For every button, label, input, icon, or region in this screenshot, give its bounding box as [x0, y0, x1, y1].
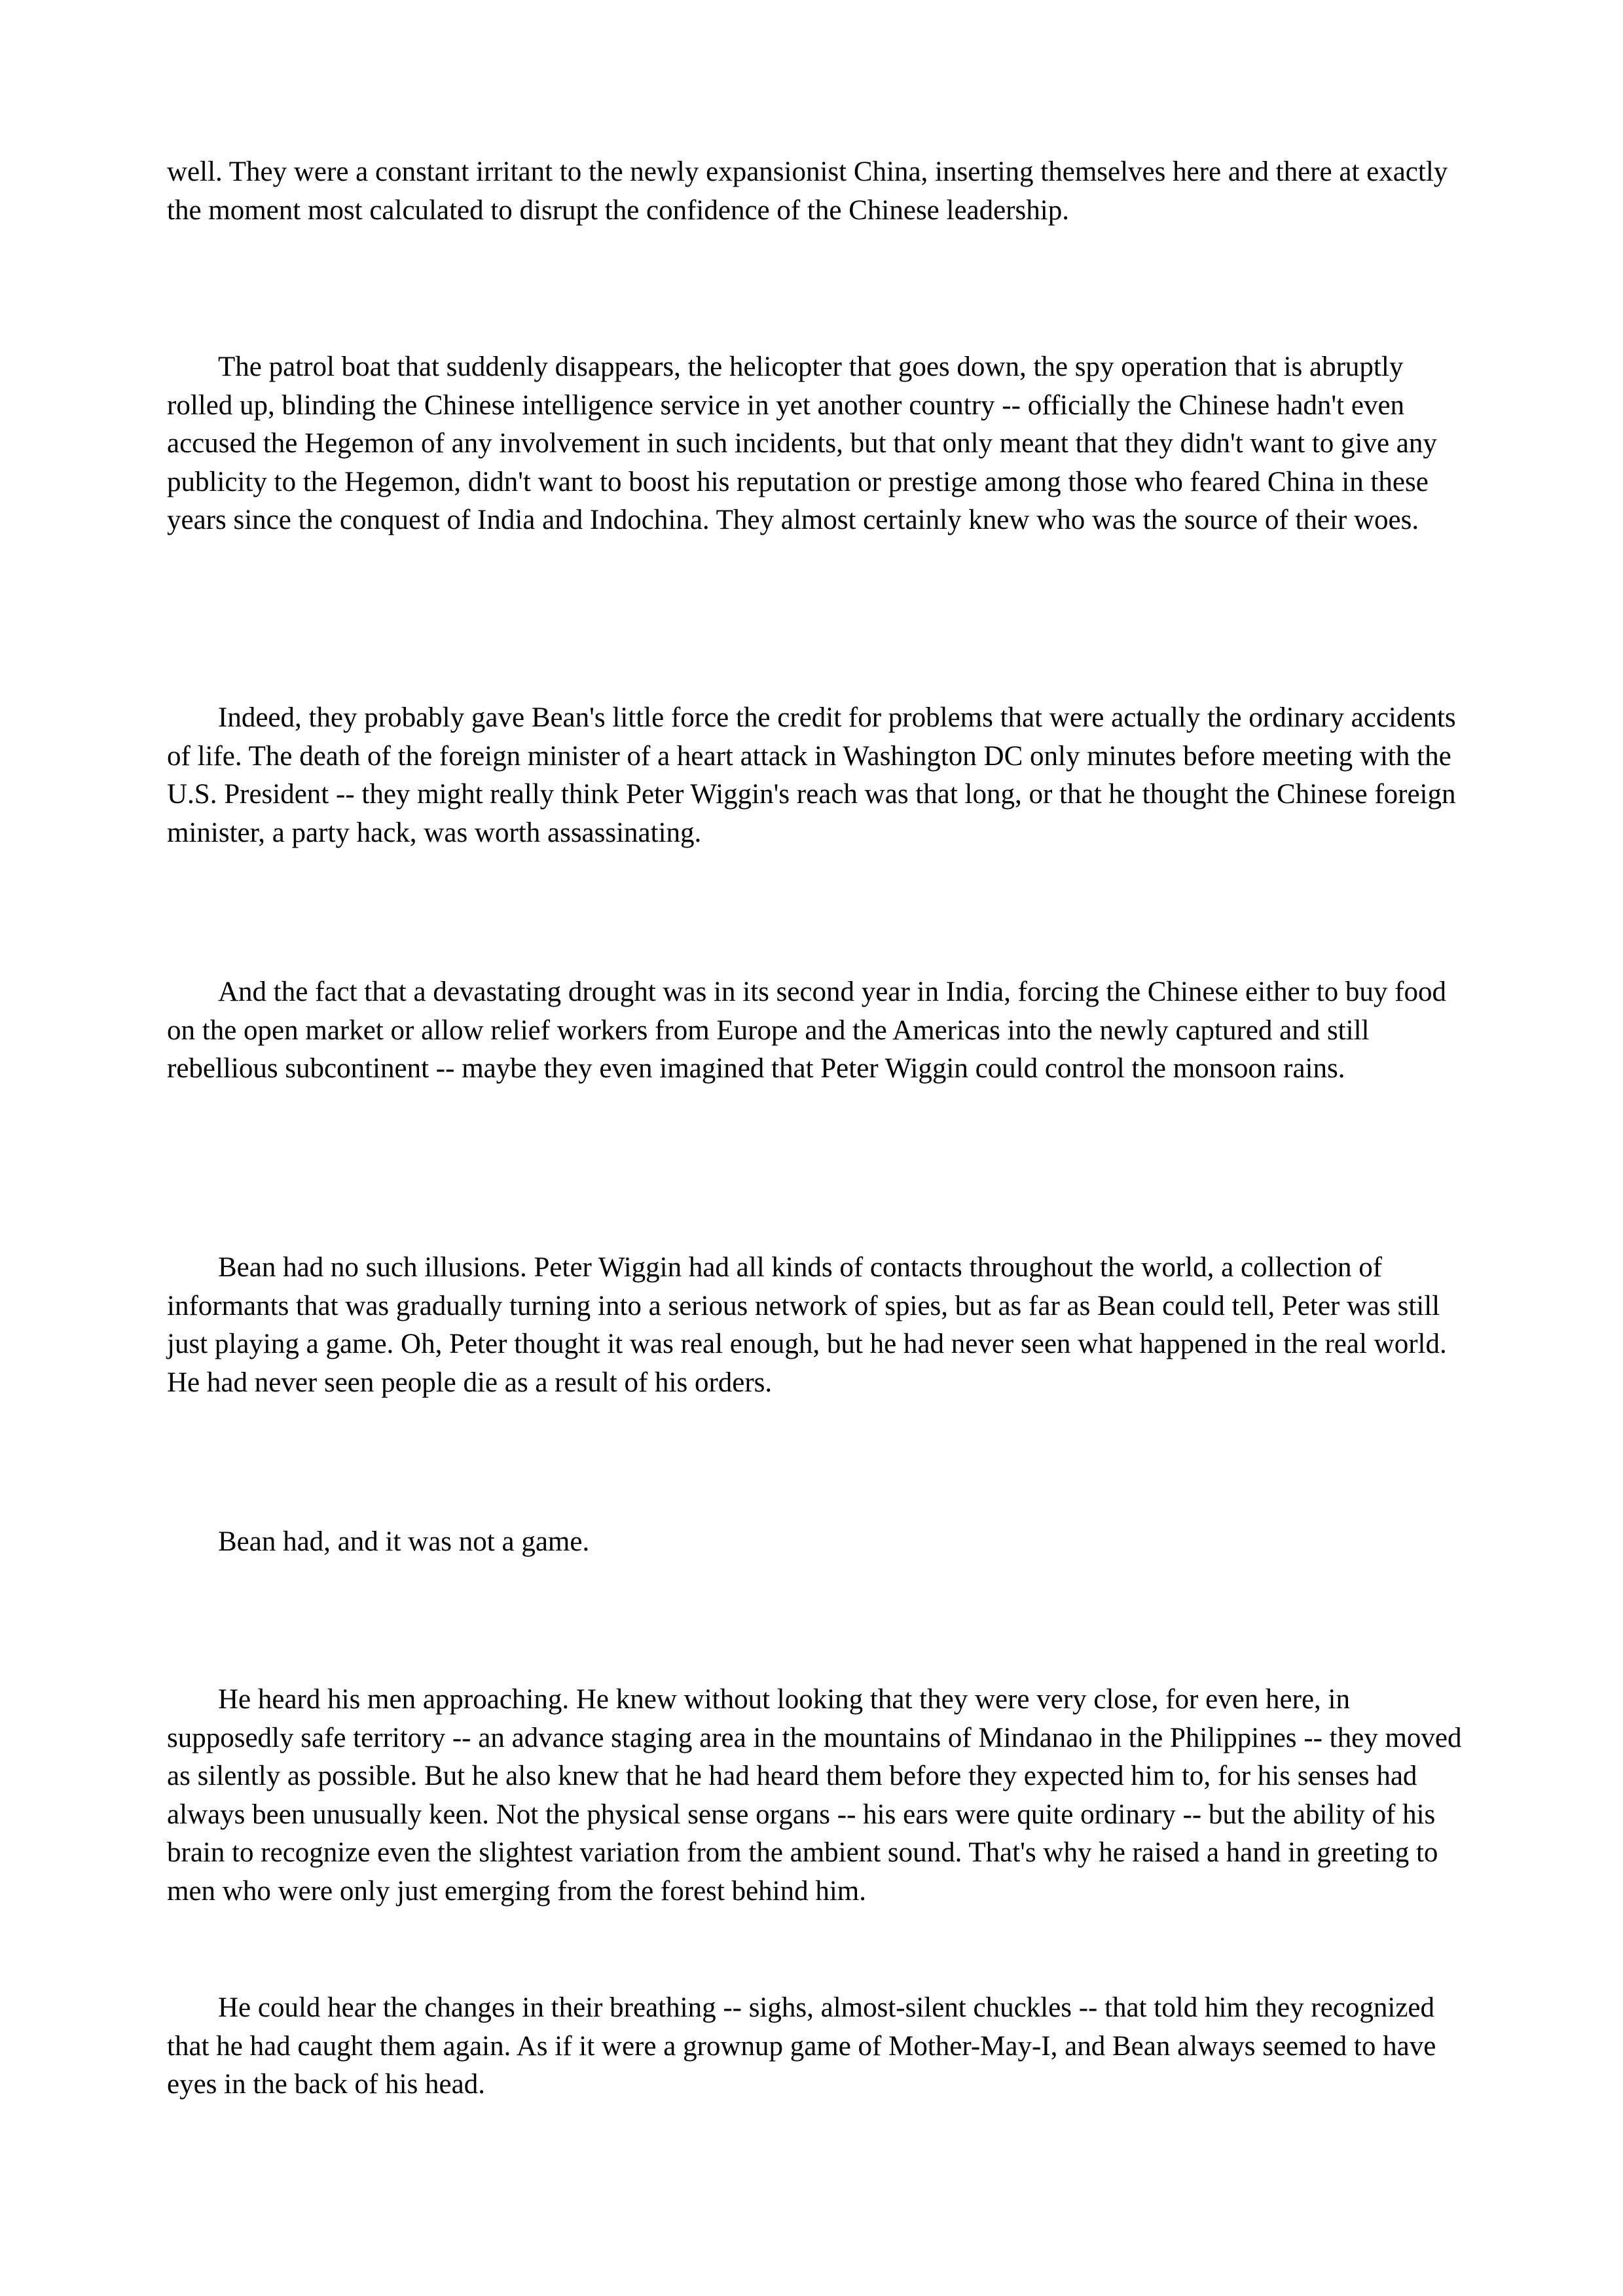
paragraph-4: And the fact that a devastating drought was in its second year in India, forcing the Chinese either to buy food on the open market or allow relief workers from Europe and the Americas into the newly captured and still rebellious subcontinent -- maybe they even imagined that Peter Wiggin could control the monsoon rains. — [167, 977, 1446, 1084]
paragraph-5: Bean had no such illusions. Peter Wiggin had all kinds of contacts throughout the world, a collection of informants that was gradually turning into a serious network of spies, but as far as Bean could tell, Peter was still just playing a game. Oh, Peter thought it was real enough, but he had never seen what happened in the real world. He had never seen people die as a result of his orders. — [167, 1252, 1447, 1398]
paragraph-7: He heard his men approaching. He knew without looking that they were very close, for even here, in supposedly safe territory -- an advance staging area in the mountains of Mindanao in the Philippines -- they moved as silently as possible. But he also knew that he had heard them before they expected him to, for his senses had always been unusually keen. Not the physical sense organs -- his ears were quite ordinary -- but the ability of his brain to recognize even the slightest variation from the ambient sound. That's why he raised a hand in greeting to men who were only just emerging from the forest behind him. — [167, 1684, 1462, 1907]
paragraph-1: well. They were a constant irritant to the newly expansionist China, inserting themselves here and there at exactly the moment most calculated to disrupt the confidence of the Chinese leadership. — [167, 156, 1448, 226]
paragraph-2: The patrol boat that suddenly disappears, the helicopter that goes down, the spy operation that is abruptly rolled up, blinding the Chinese intelligence service in yet another country -- officially the Chinese hadn't even accused the Hegemon of any involvement in such incidents, but that only meant that they didn't want to give any publicity to the Hegemon, didn't want to boost his reputation or prestige among those who feared China in these years since the conquest of India and Indochina. They almost certainly knew who was the source of their woes. — [167, 351, 1437, 535]
paragraph-6: Bean had, and it was not a game. — [218, 1526, 590, 1557]
paragraph-8: He could hear the changes in their breathing -- sighs, almost-silent chuckles -- that told him they recognized that he had caught them again. As if it were a grownup game of Mother-May-I, and Bean always seemed to have eyes in the back of his head. — [167, 1992, 1436, 2100]
paragraph-3: Indeed, they probably gave Bean's little force the credit for problems that were actually the ordinary accidents of life. The death of the foreign minister of a heart attack in Washington DC only minutes before meeting with the U.S. President -- they might really think Peter Wiggin's reach was that long, or that he thought the Chinese foreign minister, a party hack, was worth assassinating. — [167, 702, 1456, 848]
